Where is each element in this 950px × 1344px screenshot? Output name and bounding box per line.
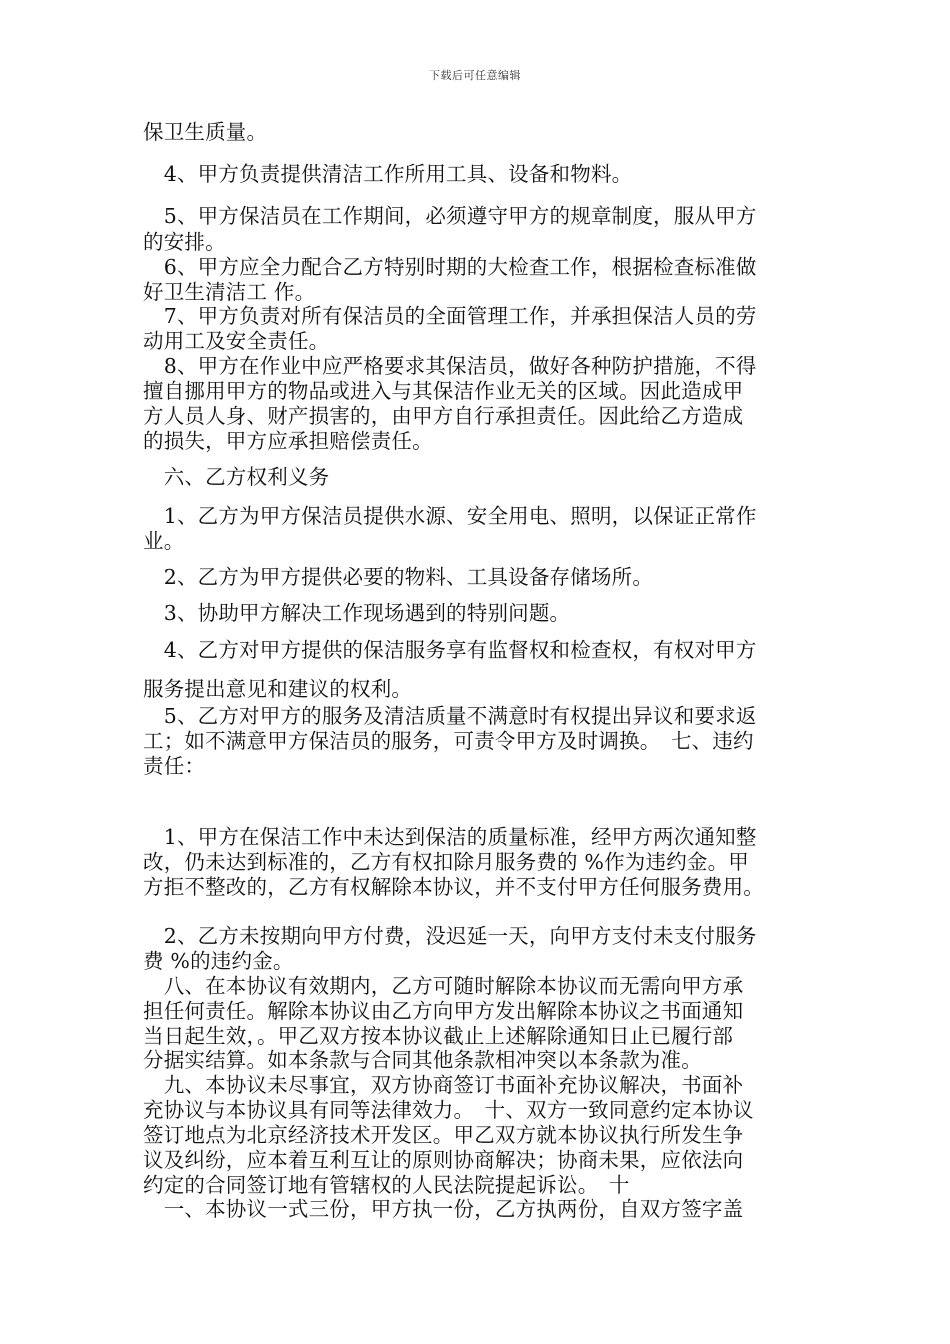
- text-line: 改，仍未达到标准的，乙方有权扣除月服务费的 %作为违约金。甲: [143, 850, 749, 874]
- text-line: 服务提出意见和建议的权利。: [143, 677, 413, 701]
- text-line: 1、乙方为甲方保洁员提供水源、安全用电、照明，以保证正常作: [143, 504, 757, 528]
- text-line: 九、本协议未尽事宜，双方协商签订书面补充协议解决，书面补: [143, 1073, 744, 1097]
- text-line: 保卫生质量。: [143, 120, 268, 144]
- text-line: 当日起生效，。甲乙双方按本协议截止上述解除通知日止已履行部: [143, 1024, 734, 1048]
- text-line: 方人员人身、财产损害的，由甲方自行承担责任。因此给乙方造成: [143, 404, 744, 428]
- text-line: 7、甲方负责对所有保洁员的全面管理工作，并承担保洁人员的劳: [143, 304, 757, 328]
- text-line: 2、乙方未按期向甲方付费，没迟延一天，向甲方支付未支付服务: [143, 924, 757, 948]
- text-line: 担任何责任。解除本协议由乙方向甲方发出解除本协议之书面通知: [143, 999, 744, 1023]
- text-line: 一、本协议一式三份，甲方执一份，乙方执两份，自双方签字盖: [143, 1197, 744, 1221]
- text-line: 4、甲方负责提供清洁工作所用工具、设备和物料。: [143, 162, 633, 186]
- text-line: 4、乙方对甲方提供的保洁服务享有监督权和检查权，有权对甲方: [143, 638, 757, 662]
- text-line: 约定的合同签订地有管辖权的人民法院提起诉讼。 十: [143, 1173, 630, 1197]
- text-line: 擅自挪用甲方的物品或进入与其保洁作业无关的区域。因此造成甲: [143, 379, 744, 403]
- text-line: 动用工及安全责任。: [143, 329, 330, 353]
- text-line: 3、协助甲方解决工作现场遇到的特别问题。: [143, 601, 571, 625]
- text-line: 议及纠纷，应本着互利互让的原则协商解决；协商未果，应依法向: [143, 1148, 744, 1172]
- page-header: 下载后可任意编辑: [429, 69, 521, 82]
- text-line: 好卫生清洁工 作。: [143, 280, 316, 304]
- text-line: 责任：: [143, 754, 206, 778]
- section-heading: 六、乙方权利义务: [143, 465, 330, 489]
- text-line: 的安排。: [143, 230, 226, 254]
- text-line: 5、甲方保洁员在工作期间，必须遵守甲方的规章制度，服从甲方: [143, 204, 757, 228]
- text-line: 八、在本协议有效期内，乙方可随时解除本协议而无需向甲方承: [143, 974, 744, 998]
- text-line: 签订地点为北京经济技术开发区。甲乙双方就本协议执行所发生争: [143, 1123, 744, 1147]
- text-line: 分据实结算。如本条款与合同其他条款相冲突以本条款为准。: [143, 1048, 702, 1072]
- text-line: 的损失，甲方应承担赔偿责任。: [143, 429, 433, 453]
- text-line: 充协议与本协议具有同等法律效力。 十、双方一致同意约定本协议: [143, 1098, 754, 1122]
- text-line: 8、甲方在作业中应严格要求其保洁员，做好各种防护措施，不得: [143, 354, 757, 378]
- text-line: 2、乙方为甲方提供必要的物料、工具设备存储场所。: [143, 565, 654, 589]
- text-line: 工；如不满意甲方保洁员的服务，可责令甲方及时调换。 七、违约: [143, 729, 754, 753]
- text-line: 业。: [143, 529, 185, 553]
- text-line: 6、甲方应全力配合乙方特别时期的大检查工作，根据检查标准做: [143, 255, 757, 279]
- text-line: 1、甲方在保洁工作中未达到保洁的质量标准，经甲方两次通知整: [143, 825, 757, 849]
- text-line: 方拒不整改的，乙方有权解除本协议，并不支付甲方任何服务费用。: [143, 875, 764, 899]
- text-line: 费 %的违约金。: [143, 949, 294, 973]
- text-line: 5、乙方对甲方的服务及清洁质量不满意时有权提出异议和要求返: [143, 704, 757, 728]
